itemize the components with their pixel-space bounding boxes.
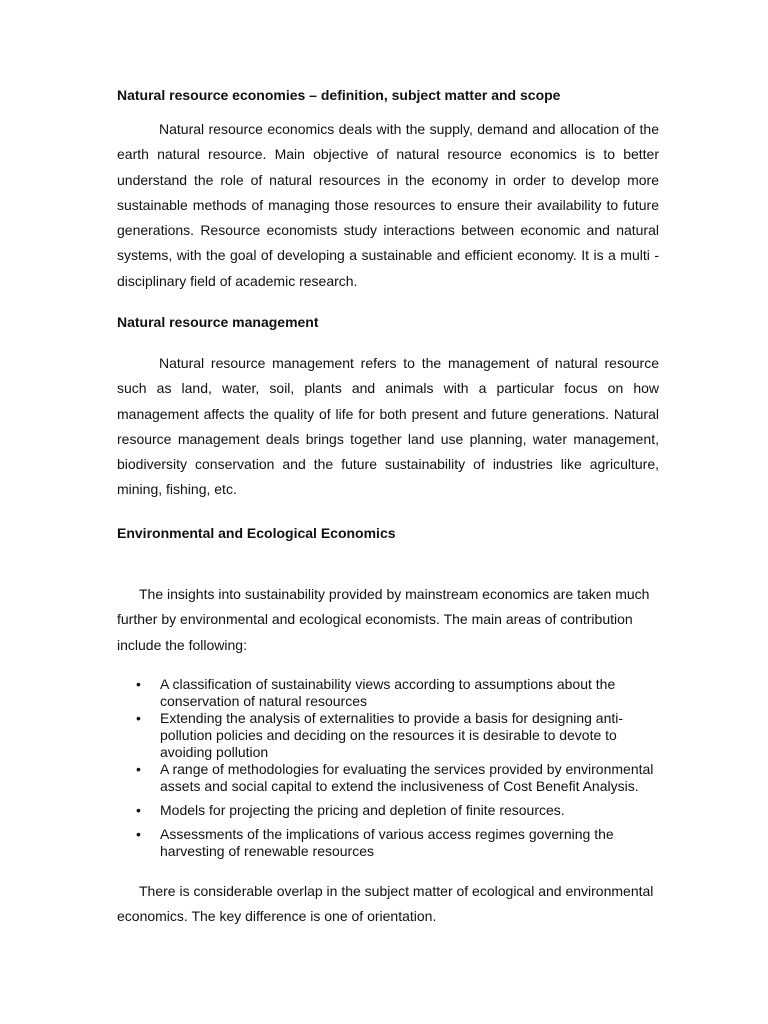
list-item-text: Extending the analysis of externalities to provide a basis for designing anti-pollution policies and deciding on the resources it is desirable to devote to avoiding pollution — [160, 710, 624, 760]
section-heading-natural-resource-management: Natural resource management — [117, 314, 319, 330]
paragraph-natural-resource-management: Natural resource management refers to the management of natural resource such as land, water, soil, plants and animals with a particular focus on how management affects the quality of life for both present and future generations. Natural resource management deals brings together land use planning, water management, biodiversity conservation and the future sustainability of industries like agriculture, mining, fishing, etc. — [117, 355, 659, 498]
paragraph-sustainability-insights: The insights into sustainability provided by mainstream economics are taken much further by environmental and ecological economists. The main areas of contribution include the following: — [117, 586, 650, 653]
bullet-icon: • — [136, 761, 141, 777]
list-item-text: Assessments of the implications of various access regimes governing the harvesting of renewable resources — [160, 826, 614, 859]
list-item — [117, 802, 659, 819]
bullet-icon: • — [136, 710, 141, 726]
section-heading-natural-resource-economies: Natural resource economies – definition, subject matter and scope — [117, 87, 561, 103]
list-item-text: A classification of sustainability views according to assumptions about the conservation of natural resources — [160, 676, 616, 709]
section-heading-environmental-ecological-economics: Environmental and Ecological Economics — [117, 525, 396, 541]
paragraph-natural-resource-economics: Natural resource economics deals with the supply, demand and allocation of the earth natural resource. Main objective of natural resource economics is to better understand the role of natural resources in the economy in order to develop more sustainable methods of managing those resources to ensure their availability to future generations. Resource economists study interactions between economic and natural systems, with the goal of developing a sustainable and efficient economy. It is a multi - disciplinary field of academic research. — [117, 121, 659, 289]
bullet-icon: • — [136, 826, 141, 842]
paragraph-closing-overlap: There is considerable overlap in the subject matter of ecological and environmental economics. The key difference is one of orientation. — [117, 883, 654, 925]
list-item — [117, 761, 659, 795]
list-item — [117, 676, 659, 710]
list-item — [117, 710, 659, 761]
contribution-list — [117, 676, 659, 860]
bullet-icon: • — [136, 802, 141, 818]
list-item-text: A range of methodologies for evaluating the services provided by environmental assets and social capital to extend the inclusiveness of Cost Benefit Analysis. — [160, 761, 654, 794]
bullet-icon: • — [136, 676, 141, 692]
list-item — [117, 826, 659, 860]
list-item-text: Models for projecting the pricing and depletion of finite resources. — [160, 802, 565, 818]
